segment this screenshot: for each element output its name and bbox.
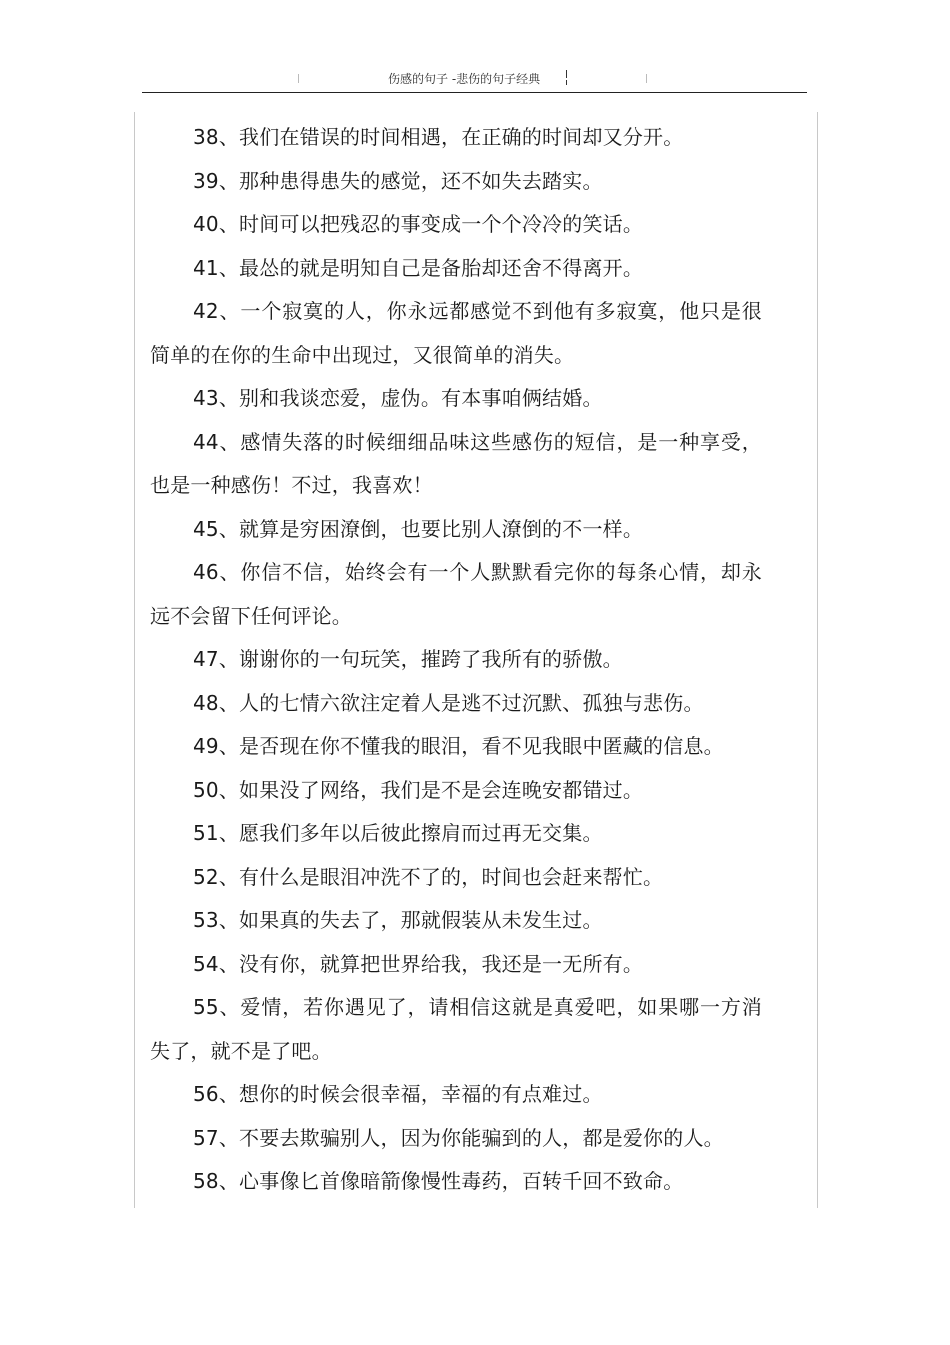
sentence-item: 51、愿我们多年以后彼此擦肩而过再无交集。 xyxy=(193,821,603,845)
page-header xyxy=(142,66,807,93)
sentence-item: 47、谢谢你的一句玩笑，摧跨了我所有的骄傲。 xyxy=(193,647,623,671)
sentence-item: 43、别和我谈恋爱，虚伪。有本事咱俩结婚。 xyxy=(193,386,603,410)
sentence-item: 40、时间可以把残忍的事变成一个个冷冷的笑话。 xyxy=(193,212,644,236)
sentence-item: 56、想你的时候会很幸福，幸福的有点难过。 xyxy=(193,1082,603,1106)
header-tick-mark xyxy=(566,80,567,85)
sentence-item: 49、是否现在你不懂我的眼泪，看不见我眼中匿藏的信息。 xyxy=(193,734,724,758)
sentence-item: 39、那种患得患失的感觉，还不如失去踏实。 xyxy=(193,168,603,193)
sentence-list xyxy=(150,116,762,1204)
header-tick-mark xyxy=(566,70,567,78)
sentence-item: 50、如果没了网络，我们是不是会连晚安都错过。 xyxy=(193,777,644,802)
sentence-item: 57、不要去欺骗别人，因为你能骗到的人，都是爱你的人。 xyxy=(193,1125,724,1150)
header-title: 伤感的句子 -悲伤的句子经典 xyxy=(388,72,541,86)
sentence-item: 38、我们在错误的时间相遇，在正确的时间却又分开。 xyxy=(193,125,684,149)
sentence-item: 53、如果真的失去了，那就假装从未发生过。 xyxy=(193,908,603,932)
sentence-item: 52、有什么是眼泪冲洗不了的，时间也会赶来帮忙。 xyxy=(193,864,664,889)
header-tick-mark xyxy=(646,74,647,83)
header-tick-mark xyxy=(298,74,299,83)
sentence-item: 44、感情失落的时候细细品味这些感伤的短信，是一种享受，也是一种感伤！不过，我喜欢！ xyxy=(150,429,762,497)
sentence-item: 55、爱情，若你遇见了，请相信这就是真爱吧，如果哪一方消失了，就不是了吧。 xyxy=(150,995,762,1063)
sentence-item: 41、最怂的就是明知自己是备胎却还舍不得离开。 xyxy=(193,255,644,280)
sentence-item: 42、一个寂寞的人，你永远都感觉不到他有多寂寞，他只是很简单的在你的生命中出现过，又很简单的消失。 xyxy=(150,299,762,367)
sentence-item: 54、没有你，就算把世界给我，我还是一无所有。 xyxy=(193,951,644,976)
sentence-item: 46、你信不信，始终会有一个人默默看完你的每条心情，却永远不会留下任何评论。 xyxy=(150,560,762,628)
sentence-item: 48、人的七情六欲注定着人是逃不过沉默、孤独与悲伤。 xyxy=(193,690,704,715)
sentence-item: 45、就算是穷困潦倒，也要比别人潦倒的不一样。 xyxy=(193,516,644,541)
sentence-item: 58、心事像匕首像暗箭像慢性毒药，百转千回不致命。 xyxy=(193,1169,684,1193)
